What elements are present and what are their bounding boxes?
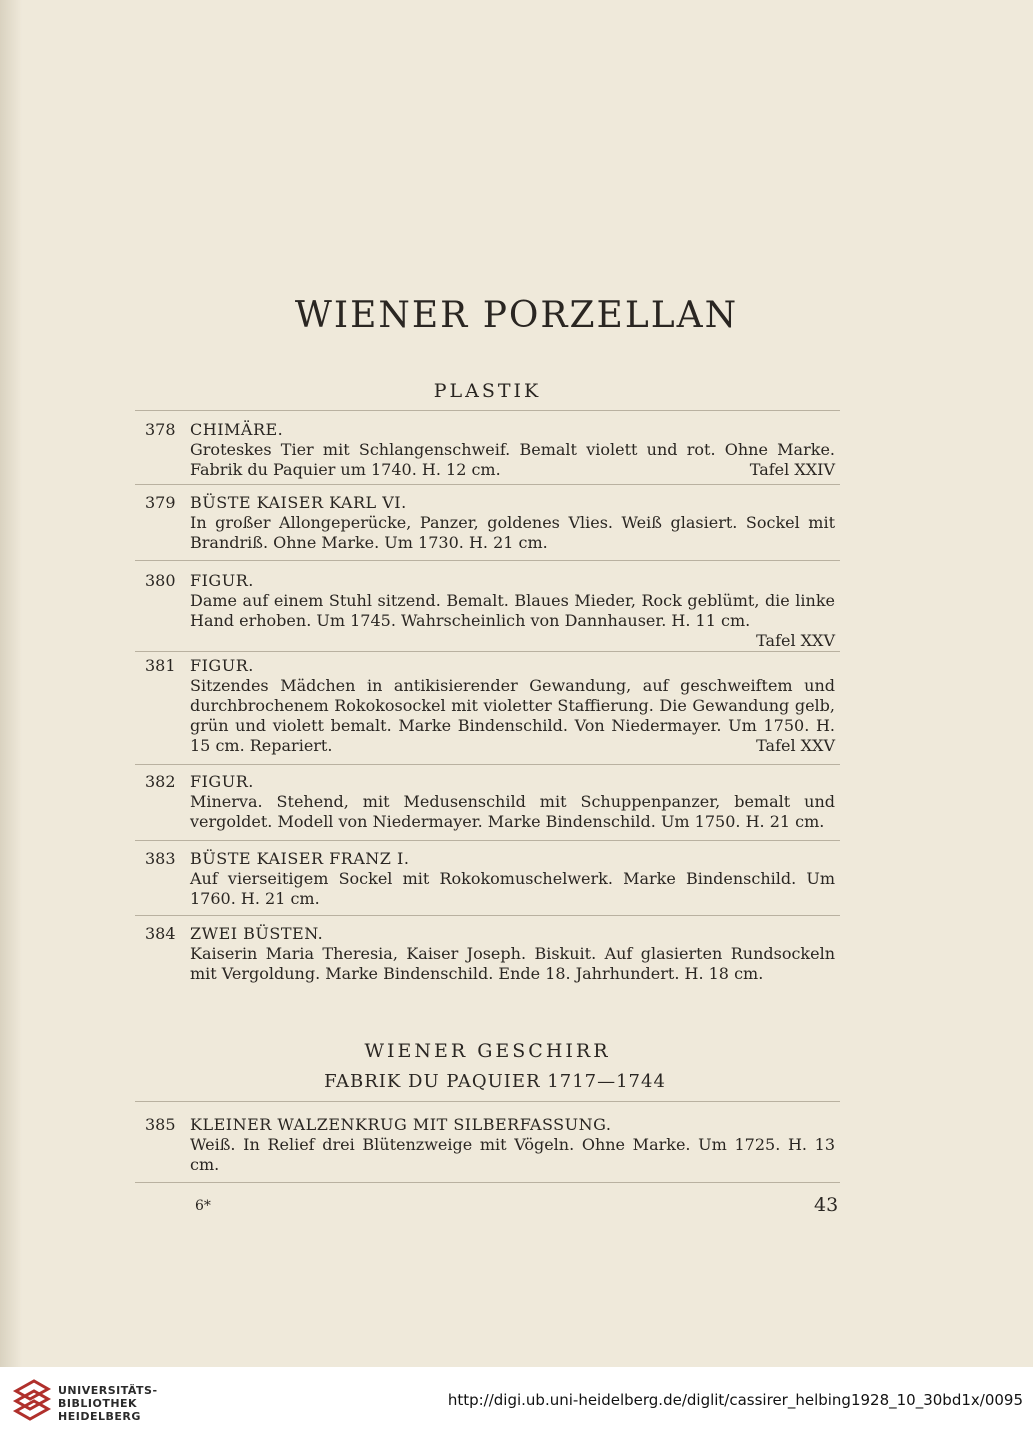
- catalog-entry: [145, 571, 835, 651]
- entry-number: 382: [145, 772, 176, 791]
- catalog-entry: [145, 772, 835, 832]
- library-name: [58, 1384, 158, 1423]
- entry-heading: FIGUR.: [190, 772, 254, 791]
- entry-number: 378: [145, 420, 176, 439]
- university-library-logo-icon: [12, 1377, 52, 1423]
- source-url-link[interactable]: http://digi.ub.uni-heidelberg.de/diglit/cassirer_helbing1928_10_30bd1x/0095: [447, 1391, 1023, 1409]
- entry-heading: ZWEI BÜSTEN.: [190, 924, 324, 943]
- entry-description: Kaiserin Maria Theresia, Kaiser Joseph. Biskuit. Auf glasierten Rundsockeln mit Vergoldung. Marke Bindenschild. Ende 18. Jahrhundert. H. 18 cm.: [190, 944, 835, 983]
- divider: [135, 560, 840, 561]
- divider: [135, 915, 840, 916]
- entry-number: 384: [145, 924, 176, 943]
- divider: [135, 1101, 840, 1102]
- entry-description: Sitzendes Mädchen in antikisierender Gewandung, auf geschweiftem und durchbrochenem Rokokosockel mit violetter Staffierung. Die Gewandung gelb, grün und violett bemalt. Marke Bindenschild. Von Niedermayer. Um 1750. H. 15 cm. Repariert.: [190, 676, 835, 755]
- plate-reference: Tafel XXV: [756, 736, 835, 755]
- entry-heading: CHIMÄRE.: [190, 420, 284, 439]
- catalog-entry: [145, 1115, 835, 1175]
- entry-description: Minerva. Stehend, mit Medusenschild mit Schuppenpanzer, bemalt und vergoldet. Modell von Niedermayer. Marke Bindenschild. Um 1750. H. 21 cm.: [190, 792, 835, 831]
- plate-reference: Tafel XXIV: [749, 460, 835, 479]
- section-heading-geschirr: WIENER GESCHIRR: [364, 1040, 611, 1062]
- divider: [135, 410, 840, 411]
- entry-description: Groteskes Tier mit Schlangenschweif. Bemalt violett und rot. Ohne Marke. Fabrik du Paquier um 1740. H. 12 cm.: [190, 440, 835, 479]
- plate-reference: Tafel XXV: [756, 631, 835, 650]
- entry-description: Auf vierseitigem Sockel mit Rokokomuschelwerk. Marke Bindenschild. Um 1760. H. 21 cm.: [190, 869, 835, 908]
- catalog-entry: [145, 849, 835, 909]
- page-gutter-shadow: [0, 0, 22, 1367]
- entry-number: 383: [145, 849, 176, 868]
- entry-description: Dame auf einem Stuhl sitzend. Bemalt. Blaues Mieder, Rock geblümt, die linke Hand erhoben. Um 1745. Wahrscheinlich von Dannhauser. H. 11 cm.: [190, 591, 835, 630]
- catalog-entry: [145, 924, 835, 984]
- entry-heading: FIGUR.: [190, 656, 254, 675]
- divider: [135, 651, 840, 652]
- entry-heading: BÜSTE KAISER KARL VI.: [190, 493, 407, 512]
- section-heading-plastik: PLASTIK: [433, 380, 542, 402]
- entry-heading: FIGUR.: [190, 571, 254, 590]
- entry-heading: KLEINER WALZENKRUG MIT SILBERFASSUNG.: [190, 1115, 612, 1134]
- entry-heading: BÜSTE KAISER FRANZ I.: [190, 849, 410, 868]
- entry-description: In großer Allongeperücke, Panzer, goldenes Vlies. Weiß glasiert. Sockel mit Brandriß. Ohne Marke. Um 1730. H. 21 cm.: [190, 513, 835, 552]
- divider: [135, 1182, 840, 1183]
- divider: [135, 840, 840, 841]
- library-name-line: BIBLIOTHEK: [58, 1397, 138, 1410]
- catalog-entry: [145, 420, 835, 480]
- entry-number: 385: [145, 1115, 176, 1134]
- library-name-line: UNIVERSITÄTS-: [58, 1384, 158, 1397]
- viewer-footer: [0, 1367, 1033, 1439]
- catalog-entry: [145, 656, 835, 756]
- library-name-line: HEIDELBERG: [58, 1410, 141, 1423]
- page-number: 43: [814, 1194, 839, 1216]
- entry-number: 381: [145, 656, 176, 675]
- entry-number: 379: [145, 493, 176, 512]
- page-title: WIENER PORZELLAN: [294, 295, 739, 336]
- divider: [135, 764, 840, 765]
- subsection-heading: FABRIK DU PAQUIER 1717—1744: [324, 1071, 666, 1092]
- divider: [135, 484, 840, 485]
- signature-mark: 6*: [195, 1198, 211, 1214]
- entry-number: 380: [145, 571, 176, 590]
- catalog-entry: [145, 493, 835, 553]
- entry-description: Weiß. In Relief drei Blütenzweige mit Vögeln. Ohne Marke. Um 1725. H. 13 cm.: [190, 1135, 835, 1174]
